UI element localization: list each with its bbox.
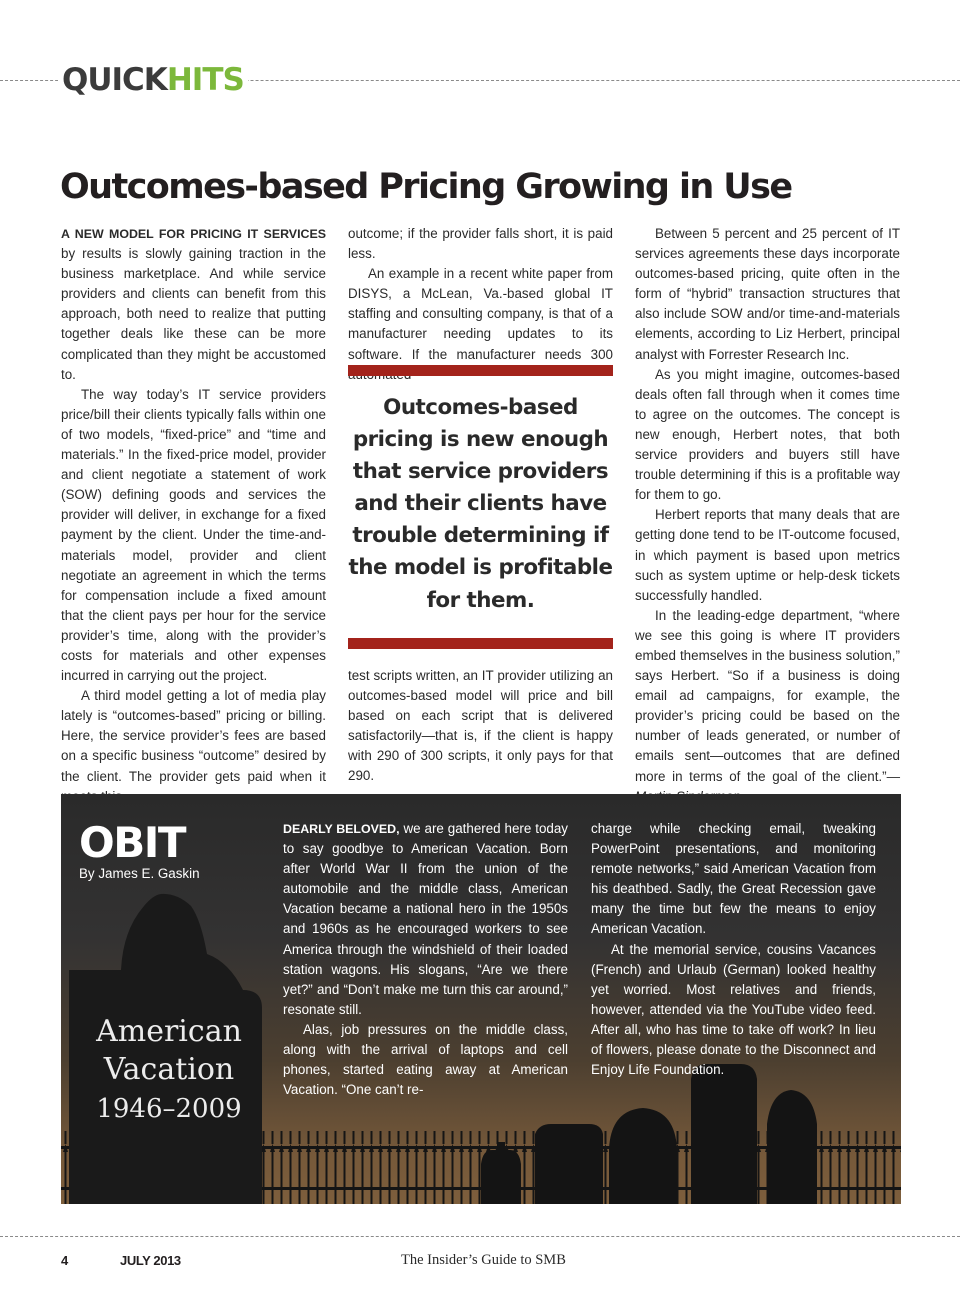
article-column-2-top <box>348 224 613 385</box>
bottom-dashed-rule <box>0 1236 960 1237</box>
pull-quote-bottom-bar <box>348 638 613 649</box>
obit-lead-in: DEARLY BELOVED, <box>283 822 400 836</box>
article-column-2-bottom <box>348 666 613 787</box>
section-label <box>58 62 248 98</box>
pull-quote-top-bar <box>348 365 613 376</box>
obit-paragraph <box>283 819 568 1020</box>
article-paragraph: A third model getting a lot of media play lately is “outcomes-based” pricing or billing. Here, the service provider’s fees are based on a specific business “outcome” desired by the client. The provider gets paid when it <box>61 688 326 784</box>
obit-paragraph: charge while checking email, tweaking PowerPoint presentations, and monitoring remote networks,” said American Vacation from his deathbed. Sadly, the Great Recession gave many the time but few the means to enjoy American Vacation. <box>591 821 876 937</box>
tombstone-rounded <box>609 1108 677 1204</box>
tombstone-dates: 1946–2009 <box>96 1094 242 1124</box>
article-paragraph: test scripts written, an IT provider utilizing an outcomes-based model will price and bill based on each script that is delivered satisfactorily—that is, if the client is happy with 290 of 300 scripts, it only pays for that 290. <box>348 668 613 784</box>
article-column-3 <box>635 224 900 807</box>
article-paragraph <box>61 224 326 385</box>
article-paragraph: An example in a recent white paper from DISYS, a McLean, Va.-based global IT staffing and consulting company, is that of a manufacturer needing updates to its software. If the manufacturer needs 300 <box>348 266 613 362</box>
obit-paragraph: At the memorial service, cousins Vacances (French) and Urlaub (German) looked healthy yet worried. Most relatives and friends, however, attended via the YouTube video feed. After all, who has time to take off work? In lieu of flowers, please donate to the Disconnect and Enjoy Life Foundation. <box>591 941 876 1078</box>
article-lead-in: A NEW MODEL FOR PRICING IT SERVICES <box>61 227 326 241</box>
tombstone-name-line1: American <box>96 1014 242 1049</box>
article-paragraph <box>635 606 900 807</box>
page-number: 4 <box>61 1253 69 1268</box>
article-paragraph: The way today’s IT service providers price/bill their clients typically falls within one of two models, “fixed-price” and “time and materials.” In the fixed-price model, provider and client negotiate a statement of work (SOW) defining goods and services the provider will deliver, in exchange for a fixed payment by the client. Under the time-and-materials model, provider and client negotiate an agreement in which the terms for compensation include a fixed amount that the client pays per hour for the service provider’s time, along with the provider’s costs for materials and other expenses incurred in carrying out the project. <box>61 386 326 684</box>
article-paragraph: Herbert reports that many deals that are getting done tend to be IT-outcome focused, in which payment is based upon metrics such as system uptime or help-desk tickets successfully handled. <box>635 507 900 603</box>
article-headline: Outcomes-based Pricing Growing in Use <box>60 167 792 207</box>
obit-column-2 <box>591 819 876 1080</box>
tombstone-arched <box>767 1090 817 1204</box>
obit-box <box>61 794 901 1204</box>
tombstone-tall <box>691 1064 757 1204</box>
tombstone-name-line2: Vacation <box>103 1052 235 1087</box>
section-label-part2: HITS <box>166 62 244 98</box>
obit-column-1 <box>283 819 568 1100</box>
article-paragraph: outcome; if the provider falls short, it is paid less. <box>348 226 613 262</box>
section-label-part1: QUICK <box>62 62 167 98</box>
pull-quote: Outcomes-based pricing is new enough that service providers and their clients have trouble determining if the model is profitable for them. <box>348 395 613 613</box>
obit-author: By James E. Gaskin <box>79 866 200 881</box>
obit-paragraph-text: we are gathered here today to say goodbye to American Vacation. Born after World War II from the union of the automobile and the middle class, American Vacation became a national hero in the 1950s and 1960s as he encouraged workers to see America through the windshield of their loaded station wagons. His slogans, “Are we there yet?” and “Don’t make me turn this car around,” resonate still. <box>283 821 568 1017</box>
article-paragraph: As you might imagine, outcomes-based deals often fall through when it comes time to agree on the outcomes. The concept is new enough, Herbert notes, that both service providers and buyers still have trouble determining if this is a profitable way for them to go. <box>635 366 900 503</box>
article-paragraph: Between 5 percent and 25 percent of IT services agreements these days incorporate outcomes-based pricing, quite often in the form of “hybrid” transaction structures that also include SOW and/or time-and-materials elements, according to Liz Herbert, principal analyst with Forrester Research Inc. <box>635 226 900 362</box>
tombstone-small-cross <box>481 1142 521 1204</box>
publication-tagline: The Insider’s Guide to SMB <box>401 1252 566 1268</box>
obit-paragraph: Alas, job pressures on the middle class, along with the arrival of laptops and cell phones, started eating away at American Vacation. “One can’t re- <box>283 1021 568 1098</box>
obit-title: OBIT <box>79 818 185 867</box>
article-paragraph-text: by results is slowly gaining traction in the business marketplace. And while service providers and clients can benefit from this approach, both need to realize that putting together deals like these can be more complicated than they might be accustomed to. <box>61 246 326 382</box>
article-column-1 <box>61 224 326 807</box>
article-paragraph-text: In the leading-edge department, “where we see this going is where IT providers embed themselves in the business solution,” says Herbert. “So if a business is doing email ad campaigns, for example, the provider’s pricing could be based on the number of leads generated, or number of emails sent—outcomes that are defined more in terms of the goal of the client.” <box>635 607 900 784</box>
issue-date: JULY 2013 <box>120 1253 181 1268</box>
tombstone-flat <box>535 1124 603 1204</box>
article-byline: — <box>886 768 900 784</box>
